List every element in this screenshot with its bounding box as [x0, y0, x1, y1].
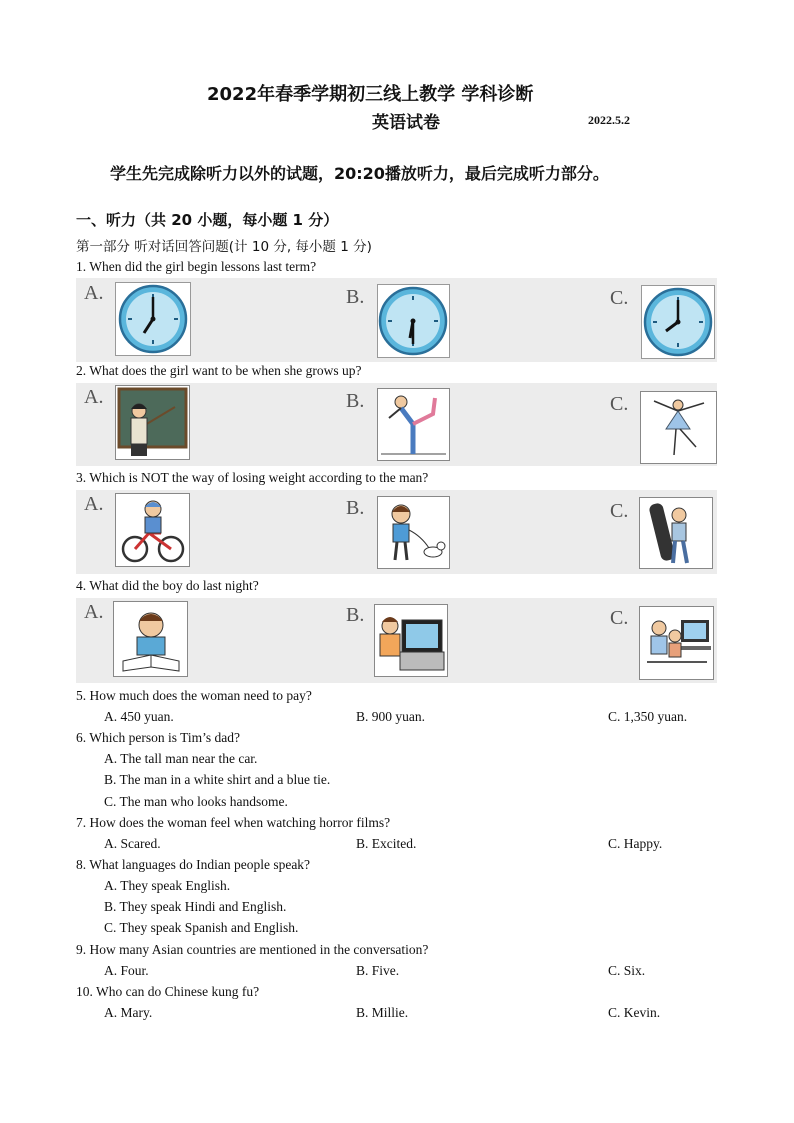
option-label-b: B.: [346, 604, 365, 626]
option-label-c: C.: [610, 607, 629, 629]
option-c: C. Kevin.: [608, 1005, 661, 1020]
question-8: 8. What languages do Indian people speak?: [76, 857, 311, 872]
question-7: 7. How does the woman feel when watching horror films?: [76, 815, 391, 830]
option-b: B. They speak Hindi and English.: [104, 899, 287, 914]
yoga-icon: [377, 388, 450, 461]
watching-tv-icon: [374, 604, 448, 677]
walking-dog-icon: [377, 496, 450, 569]
section-title: 一、听力（共 20 小题，每小题 1 分）: [76, 211, 339, 229]
option-label-a: A.: [84, 386, 104, 408]
option-label-a: A.: [84, 493, 104, 515]
option-label-b: B.: [346, 390, 365, 412]
option-c: C. They speak Spanish and English.: [104, 920, 299, 935]
teacher-icon: [115, 385, 190, 460]
question-10: 10. Who can do Chinese kung fu?: [76, 984, 260, 999]
question-4: 4. What did the boy do last night?: [76, 578, 259, 593]
question-2: 2. What does the girl want to be when she grows up?: [76, 363, 362, 378]
notice-text: 学生先完成除听力以外的试题，20:20播放听力，最后完成听力部分。: [110, 164, 609, 183]
using-computer-icon: [639, 606, 714, 680]
option-label-c: C.: [610, 500, 629, 522]
option-label-a: A.: [84, 282, 104, 304]
option-b: B. 900 yuan.: [356, 709, 425, 724]
option-label-c: C.: [610, 393, 629, 415]
option-a: A. The tall man near the car.: [104, 751, 258, 766]
exam-title: 2022年春季学期初三线上教学 学科诊断: [207, 84, 534, 105]
part-title: 第一部分 听对话回答问题(计 10 分, 每小题 1 分): [76, 239, 372, 255]
reading-book-icon: [113, 601, 188, 677]
option-a: A. Mary.: [104, 1005, 153, 1020]
option-b: B. Excited.: [356, 836, 417, 851]
option-b: B. Millie.: [356, 1005, 409, 1020]
option-c: C. Happy.: [608, 836, 663, 851]
riding-bike-icon: [115, 493, 190, 567]
option-label-a: A.: [84, 601, 104, 623]
clock-8-oclock-icon: [641, 285, 715, 359]
option-label-b: B.: [346, 497, 365, 519]
option-b: B. The man in a white shirt and a blue tie.: [104, 772, 331, 787]
option-c: C. Six.: [608, 963, 646, 978]
option-a: A. Four.: [104, 963, 149, 978]
option-c: C. The man who looks handsome.: [104, 794, 288, 809]
question-3: 3. Which is NOT the way of losing weight according to the man?: [76, 470, 429, 485]
option-label-b: B.: [346, 286, 365, 308]
option-a: A. Scared.: [104, 836, 161, 851]
question-5: 5. How much does the woman need to pay?: [76, 688, 312, 703]
carrying-rug-icon: [639, 497, 713, 569]
question-1: 1. When did the girl begin lessons last term?: [76, 259, 317, 274]
option-c: C. 1,350 yuan.: [608, 709, 688, 724]
option-a: A. They speak English.: [104, 878, 231, 893]
question-9: 9. How many Asian countries are mentioned in the conversation?: [76, 942, 429, 957]
option-label-c: C.: [610, 287, 629, 309]
question-6: 6. Which person is Tim’s dad?: [76, 730, 241, 745]
clock-7-oclock-icon: [115, 282, 191, 356]
exam-subtitle: 英语试卷: [372, 113, 440, 133]
clock-6-30-icon: [377, 284, 450, 358]
ballet-dancer-icon: [640, 391, 717, 464]
option-a: A. 450 yuan.: [104, 709, 174, 724]
option-b: B. Five.: [356, 963, 400, 978]
exam-date: 2022.5.2: [588, 113, 630, 127]
